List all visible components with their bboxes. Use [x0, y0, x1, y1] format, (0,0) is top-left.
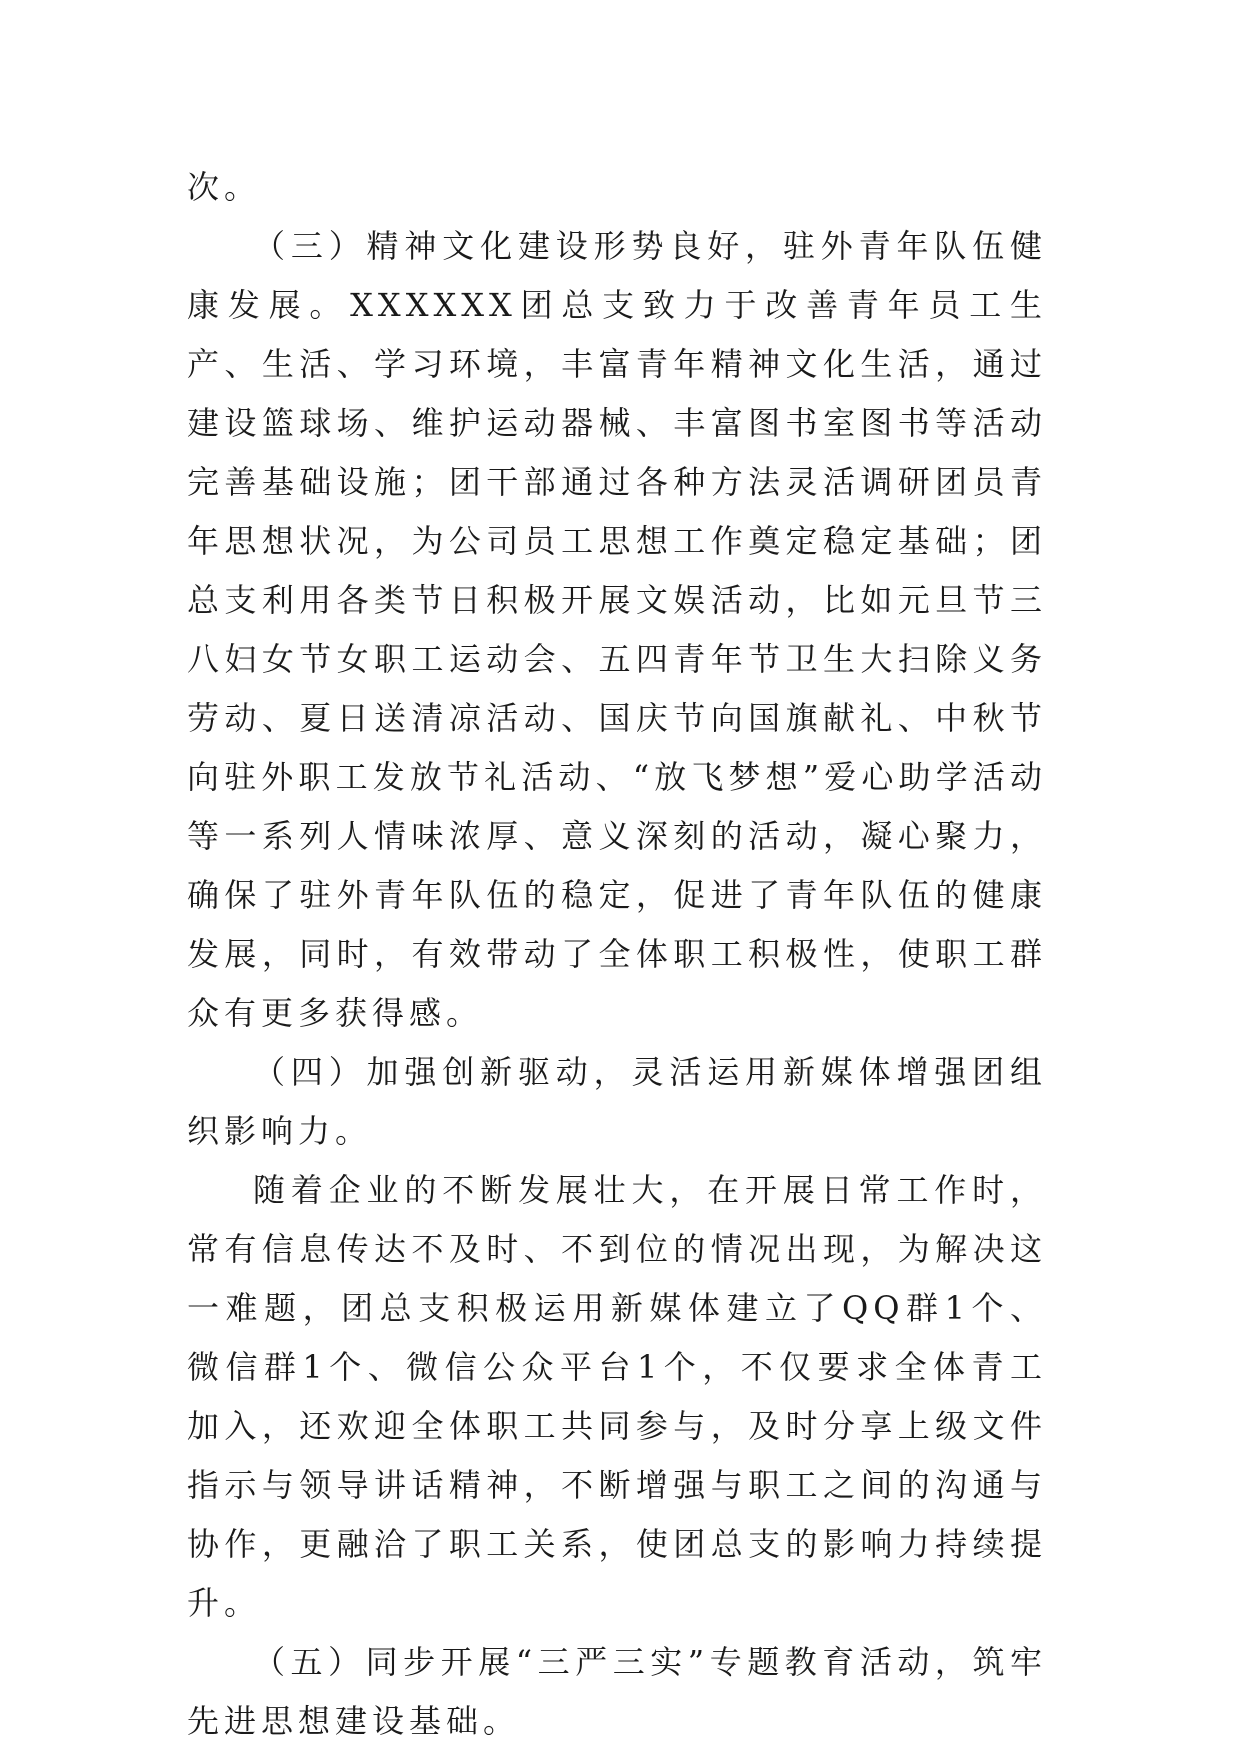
- paragraph-new-media: 随着企业的不断发展壮大，在开展日常工作时，常有信息传达不及时、不到位的情况出现，为解决这一难题，团总支积极运用新媒体建立了QQ群1个、微信群1个、微信公众平台1个，不仅要求全体青工加入，还欢迎全体职工共同参与，及时分享上级文件指示与领导讲话精神，不断增强与职工之间的沟通与协作，更融洽了职工关系，使团总支的影响力持续提升。: [187, 1171, 1047, 1622]
- paragraph-section-three: （三）精神文化建设形势良好，驻外青年队伍健康发展。XXXXXX团总支致力于改善青年员工生产、生活、学习环境，丰富青年精神文化生活，通过建设篮球场、维护运动器械、丰富图书室图书等活动完善基础设施；团干部通过各种方法灵活调研团员青年思想状况，为公司员工思想工作奠定稳定基础；团总支利用各类节日积极开展文娱活动，比如元旦节三八妇女节女职工运动会、五四青年节卫生大扫除义务劳动、夏日送清凉活动、国庆节向国旗献礼、中秋节向驻外职工发放节礼活动、“放飞梦想”爱心助学活动等一系列人情味浓厚、意义深刻的活动，凝心聚力，确保了驻外青年队伍的稳定，促进了青年队伍的健康发展，同时，有效带动了全体职工积极性，使职工群众有更多获得感。: [187, 227, 1047, 1032]
- paragraph-section-four-heading: （四）加强创新驱动，灵活运用新媒体增强团组织影响力。: [187, 1053, 1047, 1150]
- paragraph-continuation: 次。: [187, 168, 262, 206]
- paragraph-section-five-heading: （五）同步开展“三严三实”专题教育活动，筑牢先进思想建设基础。: [187, 1643, 1047, 1740]
- document-body: [187, 158, 1047, 1751]
